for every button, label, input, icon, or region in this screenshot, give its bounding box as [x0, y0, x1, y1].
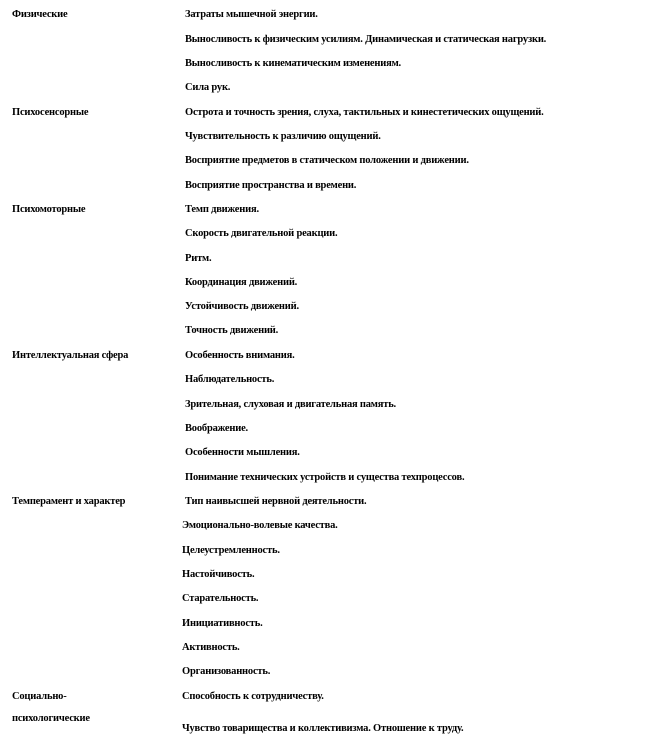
item-temperament-3: Целеустремленность.: [182, 545, 280, 556]
category-social-line2: психологические: [12, 713, 90, 724]
category-intellectual: Интеллектуальная сфера: [12, 350, 129, 361]
category-temperament: Темперамент и характер: [12, 496, 126, 507]
item-intellectual-5: Особенности мышления.: [185, 447, 300, 458]
item-intellectual-2: Наблюдательность.: [185, 374, 275, 385]
item-social-1: Способность к сотрудничеству.: [182, 691, 324, 702]
item-physical-3: Выносливость к кинематическим изменениям.: [185, 58, 401, 69]
item-temperament-6: Инициативность.: [182, 618, 263, 629]
item-psychomotor-1: Темп движения.: [185, 204, 259, 215]
category-physical: Физические: [12, 9, 68, 20]
item-psychomotor-3: Ритм.: [185, 253, 212, 264]
item-physical-1: Затраты мышечной энергии.: [185, 9, 318, 20]
item-psychomotor-2: Скорость двигательной реакции.: [185, 228, 338, 239]
item-temperament-7: Активность.: [182, 642, 240, 653]
item-temperament-1: Тип наивысшей нервной деятельности.: [185, 496, 367, 507]
item-psychomotor-6: Точность движений.: [185, 325, 279, 336]
item-physical-2: Выносливость к физическим усилиям. Динамическая и статическая нагрузки.: [185, 34, 547, 45]
item-temperament-4: Настойчивость.: [182, 569, 255, 580]
item-intellectual-1: Особенность внимания.: [185, 350, 295, 361]
item-psychomotor-5: Устойчивость движений.: [185, 301, 299, 312]
category-social-line1: Социально-: [12, 691, 67, 702]
item-psychomotor-4: Координация движений.: [185, 277, 298, 288]
item-psychosensory-2: Чувствительность к различию ощущений.: [185, 131, 381, 142]
item-physical-4: Сила рук.: [185, 82, 231, 93]
item-psychosensory-1: Острота и точность зрения, слуха, тактильных и кинестетических ощущений.: [185, 107, 544, 118]
category-psychomotor: Психомоторные: [12, 204, 86, 215]
item-intellectual-6: Понимание технических устройств и существа техпроцессов.: [185, 472, 465, 483]
item-social-2: Чувство товарищества и коллективизма. Отношение к труду.: [182, 723, 464, 734]
item-temperament-5: Старательность.: [182, 593, 259, 604]
item-temperament-2: Эмоционально-волевые качества.: [182, 520, 338, 531]
item-intellectual-3: Зрительная, слуховая и двигательная память.: [185, 399, 396, 410]
item-intellectual-4: Воображение.: [185, 423, 248, 434]
item-temperament-8: Организованность.: [182, 666, 271, 677]
item-psychosensory-4: Восприятие пространства и времени.: [185, 180, 357, 191]
category-psychosensory: Психосенсорные: [12, 107, 89, 118]
item-psychosensory-3: Восприятие предметов в статическом положении и движении.: [185, 155, 469, 166]
